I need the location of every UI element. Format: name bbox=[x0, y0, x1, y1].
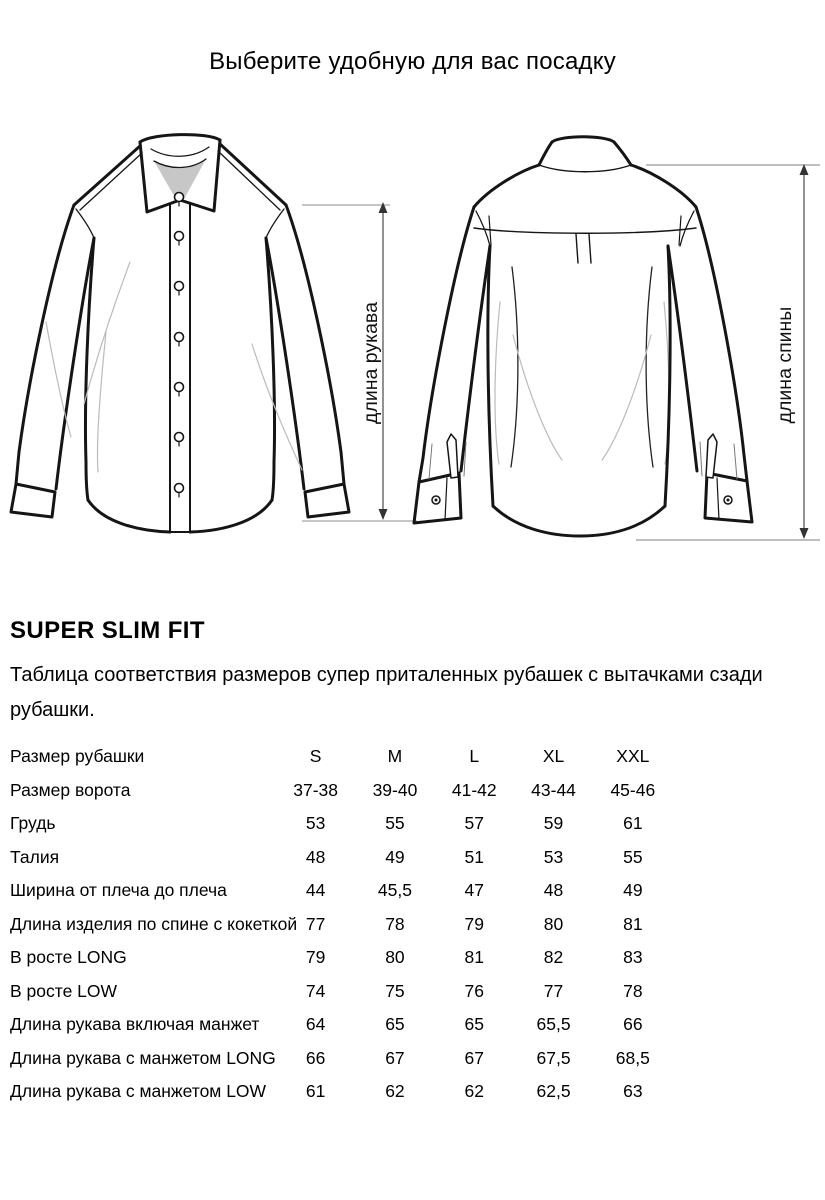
size-value: 80 bbox=[543, 913, 564, 934]
size-value: 78 bbox=[385, 913, 405, 934]
size-value: 53 bbox=[305, 813, 326, 834]
size-value: 81 bbox=[464, 947, 484, 968]
table-row bbox=[10, 1075, 690, 1109]
size-value: 77 bbox=[305, 913, 326, 934]
table-row bbox=[10, 975, 690, 1009]
table-row bbox=[10, 941, 690, 975]
size-value: 81 bbox=[623, 913, 643, 934]
row-label: В росте LOW bbox=[10, 980, 118, 1001]
size-value: 53 bbox=[543, 846, 564, 867]
table-row bbox=[10, 740, 690, 774]
size-value: 65 bbox=[464, 1014, 484, 1035]
size-value: 64 bbox=[305, 1014, 326, 1035]
size-table bbox=[10, 740, 690, 1109]
arrowhead-up bbox=[379, 202, 388, 213]
size-value: 55 bbox=[623, 846, 643, 867]
size-value: 55 bbox=[385, 813, 405, 834]
row-label: Ширина от плеча до плеча bbox=[10, 880, 227, 901]
size-value: 66 bbox=[623, 1014, 643, 1035]
size-value: 61 bbox=[623, 813, 643, 834]
page-title: Выберите удобную для вас посадку bbox=[209, 48, 616, 75]
arrowhead-down bbox=[379, 509, 388, 520]
shirt-size-diagram bbox=[0, 0, 825, 580]
size-value: 45,5 bbox=[377, 880, 412, 901]
size-value: 62 bbox=[464, 1081, 484, 1102]
shirt-back-drawing bbox=[414, 137, 752, 536]
size-value: 67 bbox=[385, 1047, 405, 1068]
size-value: M bbox=[387, 746, 403, 767]
table-row bbox=[10, 1008, 690, 1042]
size-value: 77 bbox=[543, 980, 564, 1001]
size-value: 43-44 bbox=[531, 779, 576, 800]
size-value: 41-42 bbox=[451, 779, 497, 800]
row-label: Длина рукава с манжетом LOW bbox=[10, 1081, 267, 1102]
table-row bbox=[10, 1042, 690, 1076]
size-value: 39-40 bbox=[372, 779, 418, 800]
size-value: 80 bbox=[385, 947, 405, 968]
size-value: 74 bbox=[305, 980, 326, 1001]
row-label: В росте LONG bbox=[10, 947, 127, 968]
size-value: 49 bbox=[385, 846, 405, 867]
row-label: Размер рубашки bbox=[10, 746, 145, 767]
row-label: Длина рукава включая манжет bbox=[10, 1014, 260, 1035]
size-value: 51 bbox=[464, 846, 484, 867]
size-value: 47 bbox=[464, 880, 484, 901]
front-left-cuff bbox=[11, 484, 55, 517]
size-value: 79 bbox=[464, 913, 484, 934]
size-value: 62,5 bbox=[536, 1081, 571, 1102]
size-value: 59 bbox=[543, 813, 564, 834]
size-value: 62 bbox=[385, 1081, 405, 1102]
size-value: 37-38 bbox=[293, 779, 339, 800]
back-left-sleeve-placket bbox=[447, 434, 458, 478]
sleeve-length-label: длина рукава bbox=[360, 302, 382, 424]
back-right-sleeve-placket bbox=[706, 434, 717, 478]
row-label: Грудь bbox=[10, 813, 56, 834]
size-value: 63 bbox=[623, 1081, 643, 1102]
fit-description: Таблица соответствия размеров супер приталенных рубашек с вытачками сзади рубашки. bbox=[10, 664, 763, 721]
size-value: 78 bbox=[623, 980, 643, 1001]
size-value: 67 bbox=[464, 1047, 484, 1068]
table-row bbox=[10, 874, 690, 908]
front-right-cuff bbox=[305, 484, 349, 517]
size-value: XL bbox=[542, 746, 565, 767]
back-length-label: длина спины bbox=[774, 306, 796, 424]
size-value: 83 bbox=[623, 947, 643, 968]
size-value: 65,5 bbox=[536, 1014, 571, 1035]
size-value: 57 bbox=[464, 813, 484, 834]
table-row bbox=[10, 841, 690, 875]
table-row bbox=[10, 908, 690, 942]
front-buttons bbox=[175, 193, 184, 498]
row-label: Длина изделия по спине с кокеткой bbox=[10, 913, 298, 934]
size-value: XXL bbox=[616, 746, 650, 767]
sleeve-length-dimension bbox=[302, 202, 417, 521]
size-value: 65 bbox=[385, 1014, 405, 1035]
size-value: 75 bbox=[385, 980, 405, 1001]
size-value: S bbox=[309, 746, 322, 767]
size-value: 82 bbox=[543, 947, 564, 968]
size-value: 45-46 bbox=[610, 779, 656, 800]
size-value: 49 bbox=[623, 880, 643, 901]
size-value: 67,5 bbox=[536, 1047, 571, 1068]
size-value: 61 bbox=[305, 1081, 326, 1102]
size-value: 76 bbox=[464, 980, 484, 1001]
table-row bbox=[10, 807, 690, 841]
size-value: 48 bbox=[543, 880, 564, 901]
table-row bbox=[10, 774, 690, 808]
size-value: 48 bbox=[305, 846, 326, 867]
size-value: 44 bbox=[305, 880, 326, 901]
shirt-front-drawing bbox=[11, 135, 349, 532]
size-value: 68,5 bbox=[615, 1047, 650, 1068]
row-label: Длина рукава с манжетом LONG bbox=[10, 1047, 276, 1068]
row-label: Талия bbox=[10, 846, 60, 867]
size-value: L bbox=[469, 746, 480, 767]
size-value: 79 bbox=[305, 947, 326, 968]
fit-heading: SUPER SLIM FIT bbox=[10, 617, 205, 644]
row-label: Размер ворота bbox=[10, 779, 131, 800]
arrowhead-down bbox=[800, 528, 809, 539]
size-value: 66 bbox=[305, 1047, 326, 1068]
